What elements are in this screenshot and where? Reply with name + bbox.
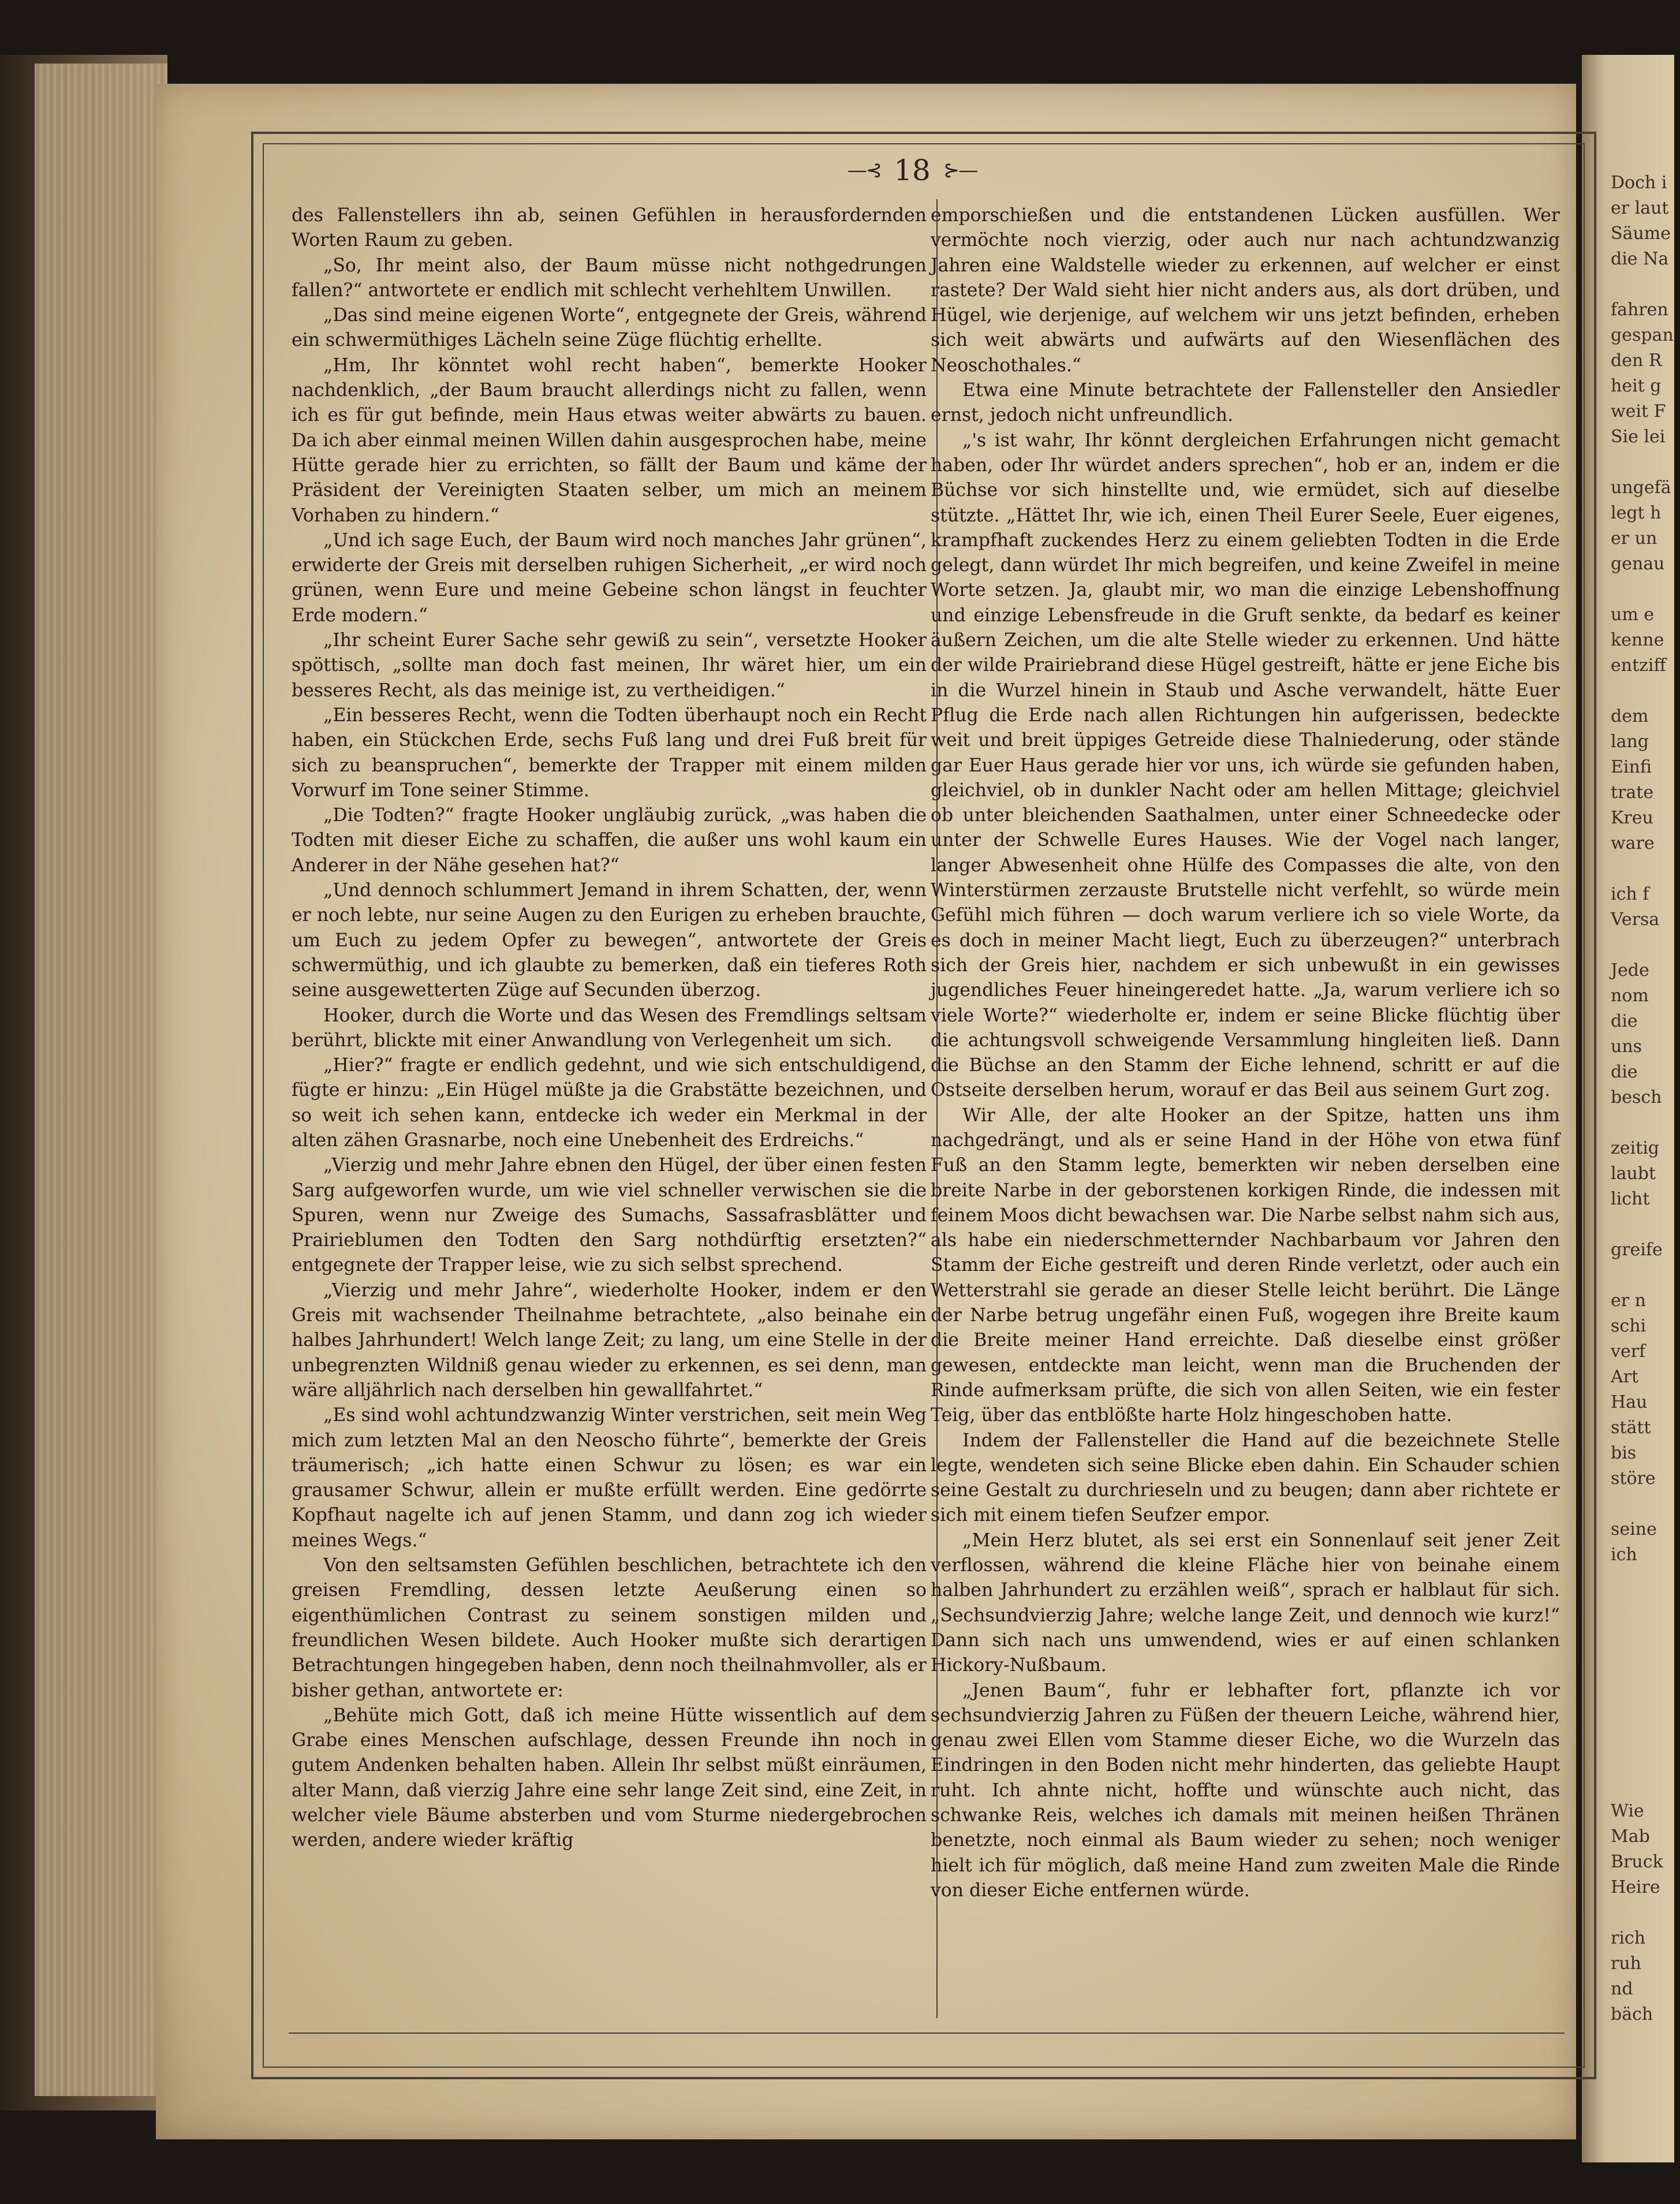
next-page-fragment-upper: Doch i er laut Säume die Na fahren gespan den R heit g weit F Sie lei ungefä legt h er un genau um e kenne entziff dem lang Einfi trate Kreu ware ich f Versa Jede nom die uns die besch zeitig laubt licht greife er n schi verf Art Hau stätt bis störe seine ich xyxy=(1611,173,1674,1565)
page-stack-edge xyxy=(35,64,167,2096)
page-header xyxy=(820,150,1005,191)
paragraph: „Und ich sage Euch, der Baum wird noch manches Jahr grünen“, erwiderte der Greis mit derselben ruhigen Sicherheit, „er wird noch grünen, wenn Eure und meine Gebeine schon längst in feuchter Erde modern.“ xyxy=(292,529,927,626)
paragraph: emporschießen und die entstandenen Lücken ausfüllen. Wer vermöchte noch vierzig, oder auch nur nach achtundzwanzig Jahren eine Waldstelle wieder zu erkennen, auf welcher er einst rastete? Der Wald sieht hier nicht anders aus, als dort drüben, und Hügel, wie derjenige, auf welchem wir uns jetzt befinden, erheben sich weit abwärts und aufwärts auf den Wiesenflächen des Neoschothales.“ xyxy=(931,205,1560,376)
paragraph: des Fallenstellers ihn ab, seinen Gefühlen in herausfordernden Worten Raum zu geben. xyxy=(292,205,927,251)
paragraph: „Es sind wohl achtundzwanzig Winter verstrichen, seit mein Weg mich zum letzten Mal an den Neoscho führte“, bemerkte der Greis träumerisch; „ich hatte einen Schwur zu lösen; es war ein grausamer Schwur, allein er mußte erfüllt werden. Eine gedörrte Kopfhaut nagelte ich auf jenen Stamm, und dann zog ich wieder meines Wegs.“ xyxy=(292,1405,927,1551)
paragraph: „Hier?“ fragte er endlich gedehnt, und wie sich entschuldigend, fügte er hinzu: „Ein Hügel müßte ja die Grabstätte bezeichnen, und so weit ich sehen kann, entdecke ich weder ein Merkmal in der alten zähen Grasnarbe, noch eine Unebenheit des Erdreichs.“ xyxy=(292,1055,927,1151)
paragraph: Hooker, durch die Worte und das Wesen des Fremdlings seltsam berührt, blickte mit einer Anwandlung von Verlegenheit um sich. xyxy=(292,1005,927,1051)
page-number: 18 xyxy=(894,154,931,187)
next-page-fragment-lower: Wie Mab Bruck Heire rich ruh nd bäch xyxy=(1611,1801,1663,2024)
paragraph: „Jenen Baum“, fuhr er lebhafter fort, pflanzte ich vor sechsundvierzig Jahren zu Füßen der theuern Leiche, während hier, genau zwei Ellen vom Stamme dieser Eiche, wo die Wurzeln das Eindringen in den Boden nicht mehr hinderten, das geliebte Haupt ruht. Ich ahnte nicht, hoffte und wünschte auch nicht, das schwanke Reis, welches ich damals mit meinen heißen Thränen benetzte, noch einmal als Baum wieder zu sehen; noch weniger hielt ich für möglich, daß meine Hand zum zweiten Male die Rinde von dieser Eiche entfernen würde. xyxy=(931,1680,1560,1901)
right-column xyxy=(931,203,1560,2028)
paragraph: „Die Todten?“ fragte Hooker ungläubig zurück, „was haben die Todten mit dieser Eiche zu schaffen, die außer uns wohl kaum ein Anderer in der Nähe gesehen hat?“ xyxy=(292,805,927,876)
paragraph: „Vierzig und mehr Jahre ebnen den Hügel, der über einen festen Sarg aufgeworfen wurde, um wie viel schneller verwischen sie die Spuren, wenn nur Zweige des Sumachs, Sassafrasblätter und Prairieblumen den Todten den Sarg nothdürftig ersetzten?“ entgegnete der Trapper leise, wie zu sich selbst sprechend. xyxy=(292,1155,927,1276)
bottom-rule xyxy=(289,2033,1565,2034)
paragraph: „Das sind meine eigenen Worte“, entgegnete der Greis, während ein schwermüthiges Lächeln seine Züge flüchtig erhellte. xyxy=(292,305,927,351)
paragraph: Wir Alle, der alte Hooker an der Spitze, hatten uns ihm nachgedrängt, und als er seine Hand in der Höhe von etwa fünf Fuß an den Stamm legte, bemerkten wir neben derselben eine breite Narbe in der geborstenen korkigen Rinde, die indessen mit feinem Moos dicht bewachsen war. Die Narbe selbst nahm sich aus, als habe ein niederschmetternder Nachbarbaum vor Jahren den Stamm der Eiche gestreift und deren Rinde verletzt, oder auch ein Wetterstrahl sie gerade an dieser Stelle leicht berührt. Die Länge der Narbe betrug ungefähr einen Fuß, wogegen ihre Breite kaum die Breite meiner Hand erreichte. Daß dieselbe einst größer gewesen, entdeckte man leicht, wenn man die Bruchenden der Rinde aufmerksam prüfte, die sich von allen Seiten, wie ein fester Teig, über das entblößte harte Holz hingeschoben hatte. xyxy=(931,1105,1560,1426)
paragraph: Indem der Fallensteller die Hand auf die bezeichnete Stelle legte, wendeten sich seine Blicke eben dahin. Ein Schauder schien seine Gestalt zu durchrieseln und zu beugen; dann aber richtete er sich mit einem tiefen Seufzer empor. xyxy=(931,1430,1560,1526)
paragraph: „Vierzig und mehr Jahre“, wiederholte Hooker, indem er den Greis mit wachsender Theilnahme betrachtete, „also beinahe ein halbes Jahrhundert! Welch lange Zeit; zu lang, um eine Stelle in der unbegrenzten Wildniß genau wieder zu erkennen, es sei denn, man wäre alljährlich nach derselben hin gewallfahrtet.“ xyxy=(292,1280,927,1401)
paragraph: „Hm, Ihr könntet wohl recht haben“, bemerkte Hooker nachdenklich, „der Baum braucht allerdings nicht zu fallen, wenn ich es für gut befinde, mein Haus etwas weiter abwärts zu bauen. Da ich aber einmal meinen Willen dahin ausgesprochen habe, meine Hütte gerade hier zu errichten, so fällt der Baum und käme der Präsident der Vereinigten Staaten selber, um mich an meinem Vorhaben zu hindern.“ xyxy=(292,355,927,526)
paragraph: „'s ist wahr, Ihr könnt dergleichen Erfahrungen nicht gemacht haben, oder Ihr würdet anders sprechen“, hob er an, indem er die Büchse vor sich hinstellte und, wie ermüdet, sich auf dieselbe stützte. „Hättet Ihr, wie ich, einen Theil Eurer Seele, Euer eigenes, krampfhaft zuckendes Herz zu einem geliebten Todten in die Erde gelegt, dann würdet Ihr mich begreifen, und keine Zweifel in meine Worte setzen. Ja, glaubt mir, wo man die einzige Lebenshoffnung und einzige Lebensfreude in die Gruft senkte, da bedarf es keiner äußern Zeichen, um die alte Stelle wieder zu erkennen. Und hätte der wilde Prairiebrand diese Hügel gestreift, hätte er jene Eiche bis in die Wurzel hinein in Staub und Asche verwandelt, hätte Euer Pflug die Erde nach allen Richtungen hin aufgerissen, bedeckte weit und breit üppiges Getreide diese Thalniederung, oder stände gar Euer Haus gerade hier vor uns, ich würde sie gefunden haben, gleichviel, ob in dunkler Nacht oder am hellen Mittage; gleichviel ob unter bleichenden Saathalmen, unter einer Schneedecke oder unter der Schwelle Eures Hauses. Wie der Vogel nach langer, langer Abwesenheit ohne Hülfe des Compasses die alte, von den Winterstürmen zerzauste Brutstelle nicht verfehlt, so würde mein Gefühl mich führen — doch warum verliere ich so viele Worte, da es doch in meiner Macht liegt, Euch zu überzeugen?“ unterbrach sich der Greis hier, nachdem er sich unbewußt in ein gewisses jugendliches Feuer hineingeredet hatte. „Ja, warum verliere ich so viele Worte?“ wiederholte er, indem er seine Blicke flüchtig über die achtungsvoll schweigende Versammlung hingleiten ließ. Dann die Büchse an den Stamm der Eiche lehnend, schritt er auf die Ostseite derselben herum, worauf er das Beil aus seinem Gurt zog. xyxy=(931,430,1560,1101)
ornament-right: ⊱— xyxy=(943,159,977,182)
paragraph: „Und dennoch schlummert Jemand in ihrem Schatten, der, wenn er noch lebte, nur seine Augen zu den Eurigen zu erheben brauchte, um Euch zu jedem Opfer zu bewegen“, antwortete der Greis schwermüthig, und ich glaubte zu bemerken, daß ein tieferes Roth seine ausgewetterten Züge auf Secunden überzog. xyxy=(292,880,927,1001)
paragraph: „Mein Herz blutet, als sei erst ein Sonnenlauf seit jener Zeit verflossen, während die kleine Fläche hier von beinahe einem halben Jahrhundert zu erzählen weiß“, sprach er halblaut für sich. „Sechsundvierzig Jahre; welche lange Zeit, und dennoch wie kurz!“ Dann sich nach uns umwendend, wies er auf einen schlanken Hickory-Nußbaum. xyxy=(931,1530,1560,1676)
left-column xyxy=(292,203,927,2028)
paragraph: „Ihr scheint Eurer Sache sehr gewiß zu sein“, versetzte Hooker spöttisch, „sollte man doch fast meinen, Ihr wäret hier, um ein besseres Recht, als das meinige ist, zu vertheidigen.“ xyxy=(292,630,927,701)
paragraph: „So, Ihr meint also, der Baum müsse nicht nothgedrungen fallen?“ antwortete er endlich mit schlecht verhehltem Unwillen. xyxy=(292,255,927,301)
paragraph: Von den seltsamsten Gefühlen beschlichen, betrachtete ich den greisen Fremdling, dessen letzte Aeußerung einen so eigenthümlichen Contrast zu seinem sonstigen milden und freundlichen Wesen bildete. Auch Hooker mußte sich derartigen Betrachtungen hingegeben haben, denn noch theilnahmvoller, als er bisher gethan, antwortete er: xyxy=(292,1555,927,1701)
paragraph: „Behüte mich Gott, daß ich meine Hütte wissentlich auf dem Grabe eines Menschen aufschlage, dessen Freunde ihn noch in gutem Andenken behalten haben. Allein Ihr selbst müßt einräumen, alter Mann, daß vierzig Jahre eine sehr lange Zeit sind, eine Zeit, in welcher viele Bäume absterben und vom Sturme niedergebrochen werden, andere wieder kräftig xyxy=(292,1705,927,1851)
paragraph: „Ein besseres Recht, wenn die Todten überhaupt noch ein Recht haben, ein Stückchen Erde, sechs Fuß lang und drei Fuß breit für sich zu beanspruchen“, bemerkte der Trapper mit einem milden Vorwurf im Tone seiner Stimme. xyxy=(292,704,927,801)
ornament-left: —⊰ xyxy=(847,159,882,182)
paragraph: Etwa eine Minute betrachtete der Fallensteller den Ansiedler ernst, jedoch nicht unfreundlich. xyxy=(931,380,1560,426)
